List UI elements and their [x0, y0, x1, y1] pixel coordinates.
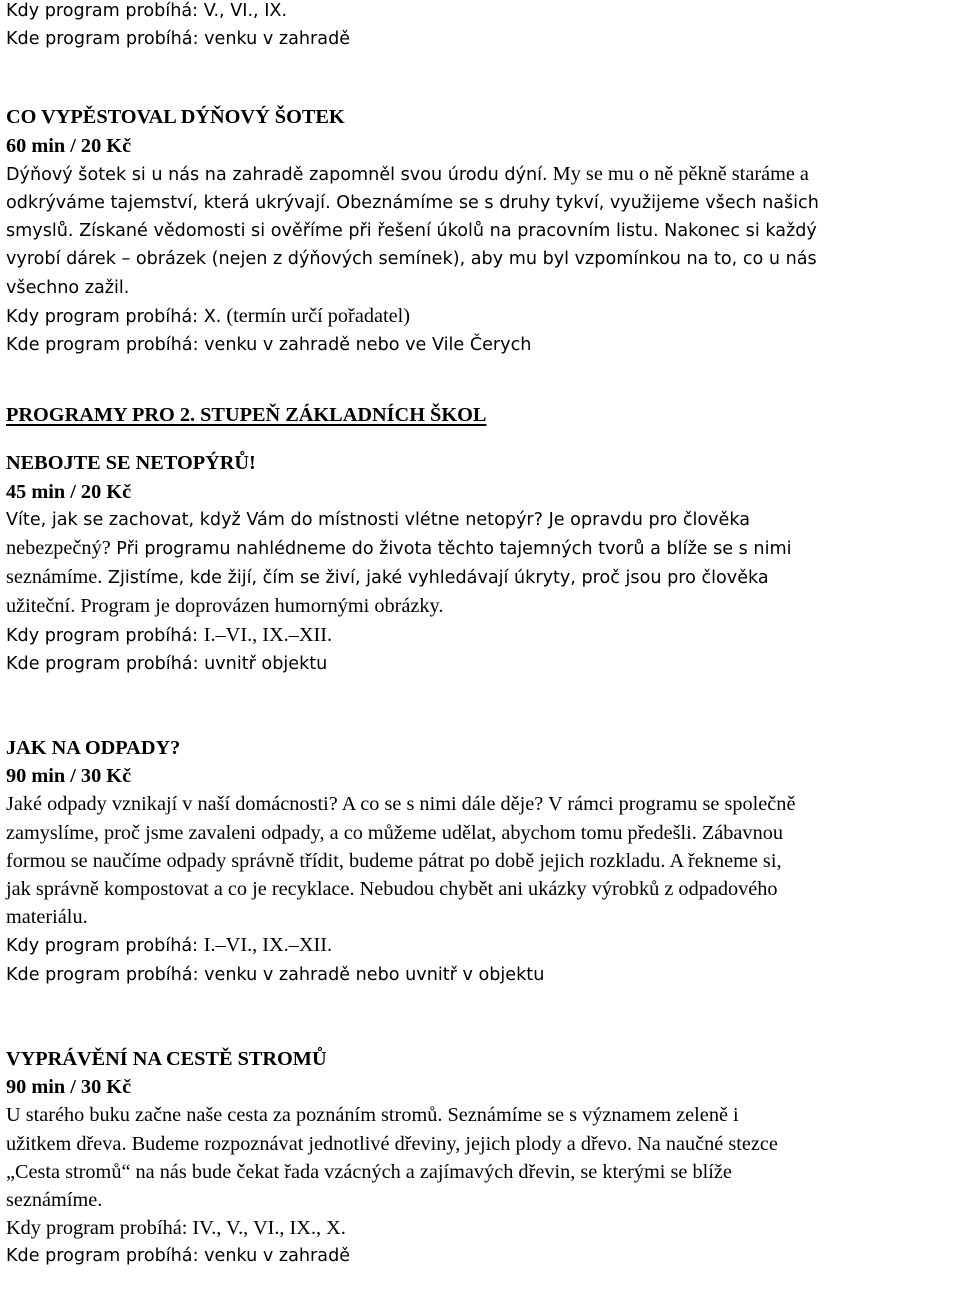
- location-line: Kde program probíhá: venku v zahradě nebo uvnitř v objektu: [6, 964, 545, 985]
- program-title: JAK NA ODPADY?: [6, 737, 181, 760]
- program-description: Víte, jak se zachovat, když Vám do místnosti vlétne netopýr? Je opravdu pro člověka nebezpečný? Při programu nahlédneme do života těchto tajemných tvorů a blíže se s nimi seznámíme. Zjistíme, kde žijí, čím se živí, jaké vyhledávají úkryty, proč jsou pro člověka užiteční. Program je doprovázen humornými obrázky.: [6, 509, 792, 618]
- schedule-line: Kdy program probíhá: V., VI., IX.: [6, 1, 288, 21]
- section-heading: PROGRAMY PRO 2. STUPEŇ ZÁKLADNÍCH ŠKOL: [6, 404, 487, 427]
- program-duration-price: 90 min / 30 Kč: [6, 1076, 132, 1099]
- location-line: Kde program probíhá: venku v zahradě nebo ve Vile Čerych: [6, 335, 532, 356]
- location-line: Kde program probíhá: uvnitř objektu: [6, 653, 328, 674]
- program-title: VYPRÁVĚNÍ NA CESTĚ STROMŮ: [6, 1047, 327, 1070]
- program-duration-price: 60 min / 20 Kč: [6, 134, 132, 157]
- program-description: Jaké odpady vznikají v naší domácnosti? A co se s nimi dále děje? V rámci programu se společně zamyslíme, proč jsme zavaleni odpady, a co můžeme udělat, abychom tomu předešli. Zábavnou formou se naučíme odpady správně třídit, budeme pátrat po době jejich rozkladu. A řekneme si, jak správně kompostovat a co je recyklace. Nebudou chybět ani ukázky výrobků z odpadového materiálu.: [6, 793, 796, 929]
- program-description: Dýňový šotek si u nás na zahradě zapomněl svou úrodu dýní. My se mu o ně pěkně staráme a odkrýváme tajemství, která ukrývají. Obeznámíme se s druhy tykví, využijeme všech našich smyslů. Získané vědomosti si ověříme při řešení úkolů na pracovním listu. Nakonec si každý vyrobí dárek – obrázek (nejen z dýňových semínek), aby mu byl vzpomínkou na to, co u nás všechno zažil.: [6, 162, 819, 298]
- schedule-line: Kdy program probíhá: X. (termín určí pořadatel): [6, 304, 410, 327]
- schedule-line: Kdy program probíhá: I.–VI., IX.–XII.: [6, 934, 333, 957]
- schedule-line: Kdy program probíhá: IV., V., VI., IX., X.: [6, 1217, 346, 1240]
- schedule-line: Kdy program probíhá: I.–VI., IX.–XII.: [6, 623, 333, 646]
- program-description: U starého buku začne naše cesta za poznáním stromů. Seznámíme se s významem zeleně i užitkem dřeva. Budeme rozpoznávat jednotlivé dřeviny, jejich plody a dřevo. Na naučné stezce „Cesta stromů“ na nás bude čekat řada vzácných a zajímavých dřevin, se kterými se blíže seznámíme.: [6, 1104, 778, 1211]
- program-duration-price: 45 min / 20 Kč: [6, 480, 132, 503]
- program-title: NEBOJTE SE NETOPÝRŮ!: [6, 452, 256, 475]
- location-line: Kde program probíhá: venku v zahradě: [6, 29, 351, 50]
- program-duration-price: 90 min / 30 Kč: [6, 765, 132, 788]
- program-title: CO VYPĚSTOVAL DÝŇOVÝ ŠOTEK: [6, 106, 345, 129]
- location-line: Kde program probíhá: venku v zahradě: [6, 1246, 351, 1267]
- document-page: [6, 0, 960, 1271]
